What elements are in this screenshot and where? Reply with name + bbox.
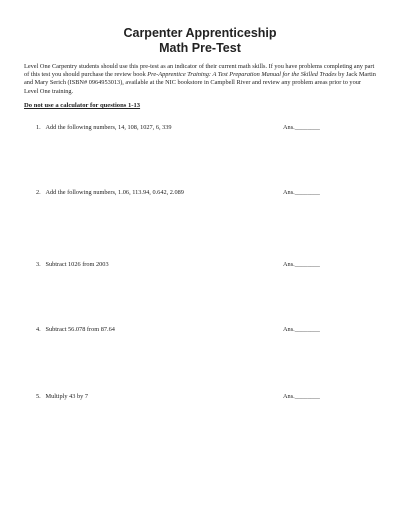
question-5	[36, 393, 88, 401]
question-3	[36, 261, 109, 269]
question-text: Multiply 43 by 7	[45, 393, 88, 400]
document-subtitle: Math Pre-Test	[159, 41, 241, 55]
question-number: 3.	[36, 261, 41, 268]
answer-blank-4[interactable]: Ans.________	[283, 326, 320, 333]
intro-text-part2: by Jack Martin and Mary Serich (ISBN# 0964953013), available at the NIC bookstore in Campbell River and review any problem areas prior to your Level One training.	[24, 71, 376, 95]
question-number: 1.	[36, 124, 41, 131]
question-number: 5.	[36, 393, 41, 400]
answer-blank-2[interactable]: Ans.________	[283, 189, 320, 196]
question-text: Add the following numbers, 14, 108, 1027, 6, 339	[45, 124, 172, 131]
question-2	[36, 189, 184, 197]
question-text: Subtract 56.078 from 87.64	[45, 326, 115, 333]
question-text: Subtract 1026 from 2003	[45, 261, 109, 268]
intro-text-part1: Level One Carpentry students should use this pre-test as an indicator of their current math skills. If you have problems completing any part of this test you should purchase the review book	[24, 63, 375, 79]
question-number: 4.	[36, 326, 41, 333]
question-text: Add the following numbers, 1.06, 113.94, 0.642, 2.089	[45, 189, 184, 196]
question-4	[36, 326, 115, 334]
calculator-instruction: Do not use a calculator for questions 1-13	[24, 102, 141, 109]
intro-paragraph	[24, 63, 376, 96]
review-book-title: Pre-Apprentice Training: A Test Preparation Manual for the Skilled Trades	[147, 71, 337, 79]
document-title: Carpenter Apprenticeship	[123, 26, 277, 40]
question-1	[36, 124, 172, 132]
answer-blank-5[interactable]: Ans.________	[283, 393, 320, 400]
question-number: 2.	[36, 189, 41, 196]
answer-blank-1[interactable]: Ans.________	[283, 124, 320, 131]
answer-blank-3[interactable]: Ans.________	[283, 261, 320, 268]
